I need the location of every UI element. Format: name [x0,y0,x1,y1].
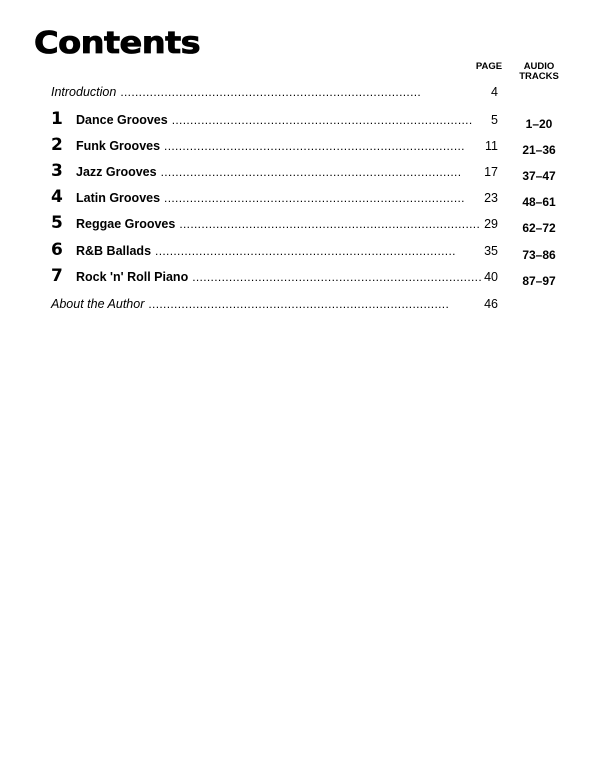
chapter-number: 3 [51,161,63,181]
toc-entry-chapter-1[interactable] [51,109,498,127]
dot-leader [148,297,483,311]
toc-entry-page: 4 [491,85,498,99]
audio-tracks-chapter-4: 48–61 [522,195,556,209]
page-header-label: PAGE [475,61,503,72]
toc-entry-label: Introduction [51,85,117,99]
audio-tracks-chapter-6: 73–86 [522,248,556,262]
audio-tracks-chapter-3: 37–47 [522,169,556,183]
chapter-number: 6 [51,240,63,260]
toc-entry-chapter-6[interactable] [51,240,498,258]
toc-entry-about-the-author[interactable] [51,297,498,315]
toc-entry-page: 29 [484,217,498,231]
dot-leader [179,217,483,231]
toc-entry-label: Rock 'n' Roll Piano [76,270,189,284]
toc-entry-chapter-4[interactable] [51,187,498,205]
toc-entry-chapter-5[interactable] [51,213,498,231]
toc-entry-label: R&B Ballads [76,244,152,258]
toc-entry-label: Dance Grooves [76,113,168,127]
dot-leader [172,113,490,127]
audio-tracks-chapter-1: 1–20 [525,117,553,131]
page-column-header [472,62,506,72]
toc-entry-page: 5 [491,113,498,127]
chapter-number: 1 [51,109,63,129]
toc-entry-label: Jazz Grooves [76,165,157,179]
toc-entry-page: 11 [485,139,498,153]
toc-entry-label: Latin Grooves [76,191,161,205]
toc-entry-chapter-7[interactable] [51,266,498,284]
dot-leader [120,85,490,99]
toc-entry-page: 40 [484,270,498,284]
dot-leader [164,139,484,153]
toc-entry-page: 23 [484,191,498,205]
toc-entry-chapter-3[interactable] [51,161,498,179]
toc-entry-chapter-2[interactable] [51,135,498,153]
toc-entry-label: Reggae Grooves [76,217,176,231]
audio-tracks-chapter-2: 21–36 [522,143,556,157]
toc-entry-label: About the Author [51,297,145,311]
audio-tracks-column-header [516,62,562,82]
chapter-number: 4 [51,187,63,207]
dot-leader [164,191,483,205]
toc-entry-introduction[interactable] [51,85,498,103]
audio-header-line1: AUDIO [523,61,555,72]
dot-leader [192,270,483,284]
chapter-number: 5 [51,213,63,233]
audio-tracks-chapter-7: 87–97 [522,274,556,288]
chapter-number: 7 [51,266,63,286]
audio-tracks-chapter-5: 62–72 [522,221,556,235]
toc-entry-page: 46 [484,297,498,311]
page-title: Contents [34,26,201,61]
dot-leader [155,244,483,258]
dot-leader [161,165,484,179]
chapter-number: 2 [51,135,63,155]
audio-header-line2: TRACKS [519,71,559,82]
toc-entry-page: 17 [484,165,498,179]
toc-entry-page: 35 [484,244,498,258]
toc-entry-label: Funk Grooves [76,139,161,153]
